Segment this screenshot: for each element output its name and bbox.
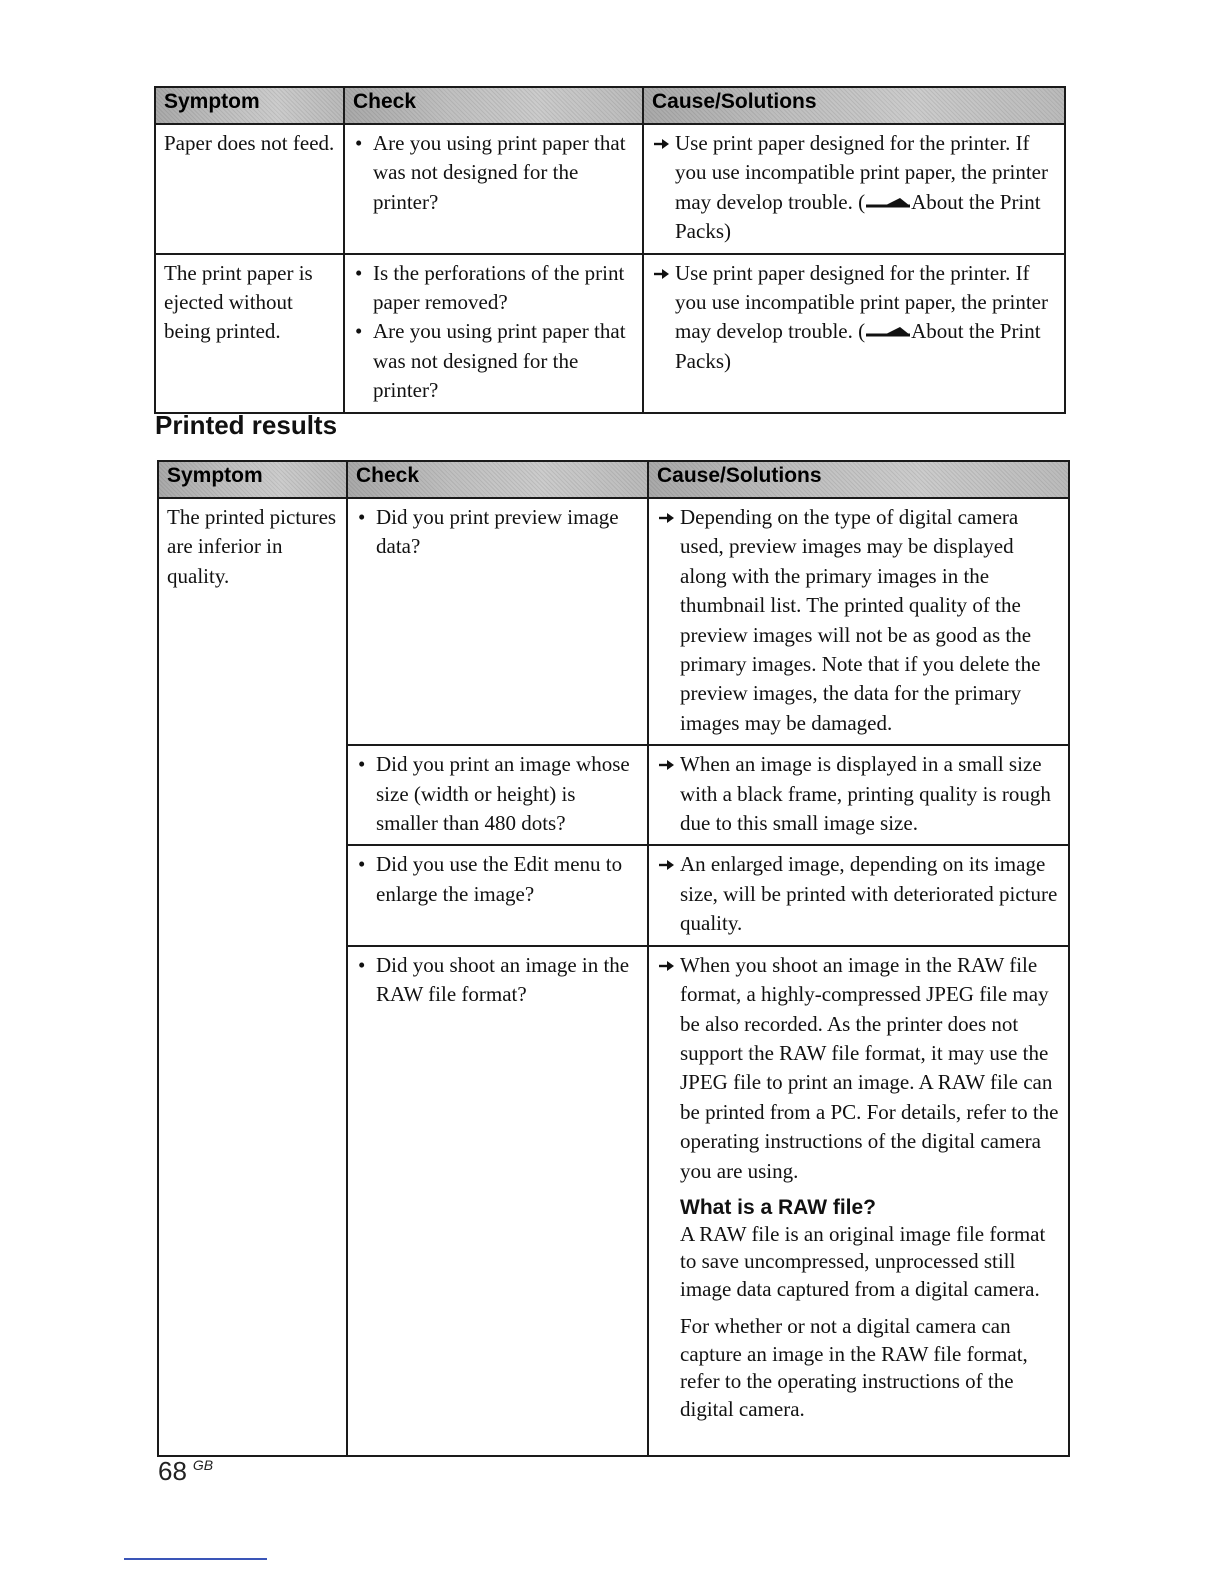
raw-file-note <box>657 1194 1060 1424</box>
check-item: • Are you using print paper that was not designed for the printer? <box>355 319 626 403</box>
header-symptom: Symptom <box>158 461 347 498</box>
section-title: Printed results <box>155 410 338 440</box>
paper-feed-table <box>154 86 1066 414</box>
solution-item: Use print paper designed for the printer. If you use incompatible print paper, the printer may develop trouble. ( About the Print Packs) <box>652 259 1056 377</box>
check-item: • Did you use the Edit menu to enlarge the image? <box>358 852 623 906</box>
symptom-cell: Paper does not feed. <box>164 131 335 155</box>
table-row <box>155 254 1065 413</box>
reference-link: About the Print Packs) <box>675 189 1041 244</box>
header-cause-solutions: Cause/Solutions <box>648 461 1069 498</box>
note-title: What is a RAW file? <box>680 1195 877 1219</box>
check-item: • Is the perforations of the print paper removed? <box>355 260 625 315</box>
reference-pointer-icon <box>866 197 910 209</box>
check-item: • Are you using print paper that was not designed for the printer? <box>355 131 626 214</box>
header-check: Check <box>347 461 648 498</box>
printed-results-table <box>157 460 1070 1457</box>
table-row <box>155 124 1065 254</box>
page-suffix: GB <box>192 1457 214 1473</box>
header-symptom: Symptom <box>155 87 344 124</box>
check-item: • Did you shoot an image in the RAW file format? <box>358 952 630 1007</box>
solution-item: Use print paper designed for the printer. If you use incompatible print paper, the printer may develop trouble. ( About the Print Packs) <box>652 129 1056 247</box>
check-item: • Did you print preview image data? <box>358 505 619 559</box>
page-number: 68 $^{GB}$ <box>158 1456 214 1486</box>
symptom-cell: The printed pictures are inferior in quality. <box>167 505 337 588</box>
reference-pointer-icon <box>866 326 910 338</box>
divider <box>124 1558 267 1560</box>
solution-item: When you shoot an image in the RAW file format, a highly-compressed JPEG file may be also recorded. As the printer does not support the RAW file format, it may use the JPEG file to print an image. A RAW file can be printed from a PC. For details, refer to the operating instructions of the digital camera you are using. <box>657 951 1060 1186</box>
header-cause-solutions: Cause/Solutions <box>643 87 1065 124</box>
arrow-right-icon <box>658 759 676 771</box>
arrow-right-icon <box>658 859 676 871</box>
solution-item: Depending on the type of digital camera used, preview images may be displayed along with the primary images in the thumbnail list. The printed quality of the preview images will not be as good as the primary images. Note that if you delete the preview images, the data for the primary images may be damaged. <box>657 503 1060 738</box>
note-paragraph: A RAW file is an original image file format to save uncompressed, unprocessed still image data captured from a digital camera. <box>680 1221 1046 1301</box>
arrow-right-icon <box>653 138 671 150</box>
table-row <box>158 498 1069 745</box>
arrow-right-icon <box>653 268 671 280</box>
solution-item: When an image is displayed in a small size with a black frame, printing quality is rough due to this small image size. <box>657 750 1060 838</box>
solution-item: An enlarged image, depending on its image size, will be printed with deteriorated picture quality. <box>657 850 1060 938</box>
arrow-right-icon <box>658 960 676 972</box>
symptom-cell: The print paper is ejected without being printed. <box>164 260 313 344</box>
arrow-right-icon <box>658 512 676 524</box>
reference-link: About the Print Packs) <box>675 319 1041 373</box>
check-item: • Did you print an image whose size (width or height) is smaller than 480 dots? <box>358 752 630 836</box>
header-check: Check <box>344 87 643 124</box>
note-paragraph: For whether or not a digital camera can capture an image in the RAW file format, refer to the operating instructions of the digital camera. <box>680 1314 1028 1421</box>
